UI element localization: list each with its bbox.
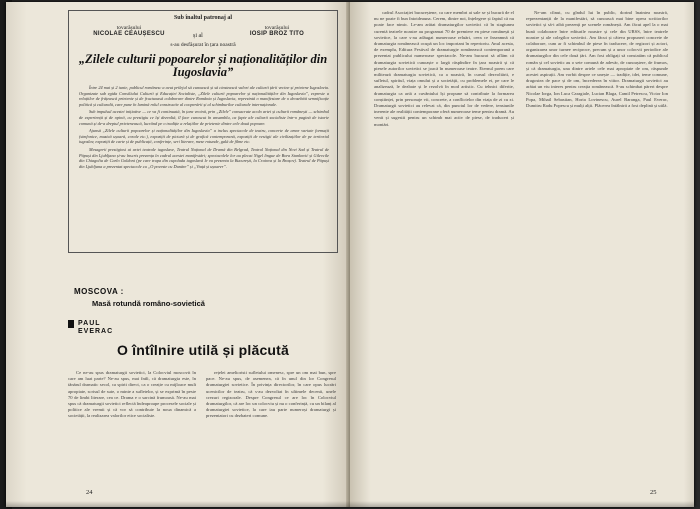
official-left-title: tovarășului (116, 25, 142, 31)
official-left-name: NICOLAE CEAUȘESCU (93, 31, 165, 37)
page-number-left: 24 (86, 489, 93, 496)
bottom-shadow (6, 501, 694, 507)
box-paragraph: Mesagerii prestigiosi ai artei teatrale iugoslave, Teatrul Național de Dramă din Belgrad, Teatrul Național din Novi Sad și Teatrul de Păpuși din Ljubljana și-au înscris prezența în cadrul acestei manifestări; spectacolele lor au plecat Nigel lingue de Bora Stanković și Gilevcile din Chiagolia de Carlo Goldoni (pe care trupa din cupolada iugoslavă le va prezenta la București, la Craiova și la Brașov). Teatrul de Păpuși din Ljubljana a prezentat spectacole cu „O poveste cu Dunăre” și „Viață și ușoarer”. (79, 146, 329, 169)
article-column-2 (206, 370, 336, 466)
article-column-1 (68, 370, 196, 466)
patronage-line: Sub înaltul patronaj al (173, 15, 233, 21)
column-text: rețelei amelioristi sufletului omenesc, spre un om mai bun, spre pace. Ne-au spus, de asemenea, că în unul din lor Congresul dramaturgiei sovietice. În privința directorilor, în care opus lucrări ucenicilor de teatru, că s-au dezvoltat în ultimele decenii, unele crezuri regizorale. Despre Congresul ce are loc în Colocviul dramaturgilor, că are loc un colocviu și nu o conferință, cu un bilanț al dramaturgiei sovietice, la care iau parte numeroși dramaturgi și prezentatori cu dezbateri comune. (206, 370, 336, 419)
box-headline: „Zilele culturii popoarelor și naționalităților din Iugoslavia” (78, 52, 328, 79)
article-column-3 (374, 10, 514, 480)
article-title: O întîlnire utilă și plăcută (116, 342, 290, 358)
announcement-box (68, 10, 338, 253)
column-text: cadrul Asociației bucureștene, ca care membri ai sale se și bucură de el nu ne poate fi bun întotdeauna. Cerem, dintre noi, înțelegere și faptul că nu poate face nimic. Le-am arătat dramaturgilor sovietici că în stagiunea curentă teatrele noastre au programat 70 de premiere en piese românești și sovietice, la care s-au adăugat numeroase reluări, ceea ce înseamnă că dramaturgia românească ocupă un loc important în repertoriu. Anul acesta, de exemplu, Editura Festival de dramaturgie românească contemporană a prezentat publicului numeroase spectacole. Ne-am bucurat să aflăm că dramaturgia sovietică cunoaște o largă răspîndire în țara noastră și că piesele autorilor sovietici se joacă în numeroase teatre. Eternul poem care militează dramaturgia sovietică, ca a noastră, în cursul dezvoltării, e sufletul, spiritul, viața omului și a societății, cu problemele ei, pe care le analizează, le dezbate și le rezolvă în mod artistic. Cu tehnici diferite, dramaturgia ca artă a cuvântului își propune să contribuie la formarea conștiinței, prin personaje vii, concrete, a conflictelor din viața de zi cu zi. Dramaturgii sovietici au relevat că, din punctul lor de vedere, tensiunile inerente ale realității contemporane oferă numeroase teme pentru dramă. Au venit și sugestii pentru un schimb mai activ de piese, de traduceri și montări. (374, 10, 514, 127)
official-right (237, 25, 317, 37)
author-last-name: EVERAC (78, 328, 114, 335)
section-label: MOSCOVA : (74, 287, 124, 296)
article-column-4 (526, 10, 668, 480)
official-left (89, 25, 169, 37)
box-paragraph: Ajunsă „Zilele culturii popoarelor și naționalităților din Iugoslavia” a inclus spectacole de teatru, concerte de amor variate formații (simfonice, muzică ușoară, corale etc.), expoziții de pictură și de grafică contemporană, expoziții de vestigii ale civilizațiilor de pe teritoriul iugoslav, expoziții de carte și de publicații, conferințe, seri literare, mese rotunde, gală de filme etc. (79, 128, 329, 145)
left-page (6, 2, 350, 507)
conjunction: și al (193, 33, 203, 39)
author-marker (68, 320, 74, 328)
author-byline (78, 320, 113, 336)
magazine-spread (6, 2, 694, 507)
section-subtitle: Masă rotundă româno-sovietică (92, 299, 205, 308)
subline: s-au desfășurat în țara noastră (170, 42, 236, 48)
author-first-name: PAUL (78, 320, 101, 327)
official-right-title: tovarășului (264, 25, 290, 31)
column-text: Ne-am cîinut, cu gîndul lui în public, dorind înaintea noastră, reprezentanții de la manifestări, să cunoască mai bine opera scriitorilor sovietici și să-i aibă prezenți pe scenele românești. Am făcut apel la o mai bună colaborare între editurile noastre și cele din URSS, între teatrele noastre și ale colegilor sovietici. Am făcut și câteva propuneri concrete de colaborare, cum ar fi schimbul de piese în traducere, de regizori și actori, organizarea unor turnee reciproce, precum și a unor colocvii periodice ale dramaturgilor din cele două țări. Am fost obligați să constatăm că publicul român și cel sovietic au o sete comună de adevăr, de cunoaștere, de frumos, și că dramaturgia, una dintre artele cele mai apropiate de om, răspunde acestei aspirații. Am vorbit despre ce unește — tradiție, idei, teme comune, dragostea de pace și de om, încrederea în viitor. Dramaturgii sovietici au arătat un viu interes pentru creația românească. S-au schimbat păreri despre Nicolae Iorga, Ion Luca Caragiale, Lucian Blaga, Camil Petrescu, Victor Ion Popa, Mihail Sebastian, Horia Lovinescu, Aurel Baranga, Paul Everac, Dumitru Radu Popescu și mulți alții. Plăcerea întâlnirii a fost deplină și utilă. (526, 10, 668, 109)
box-body (79, 85, 329, 171)
right-page (350, 2, 694, 507)
box-paragraph: Sub impulsul acestei inițiative — ce va fi continuată, în țara vecină, prin „Zilele” consacrate acolo artei și culturii românești — schimbul de experiență și de opinii, cu prestigiu ce își dezvoltă, îl face cunoscut în ansamblu, ca fapte ale culturii socialiste într-o pagină de istorie comună și de-a dreptul prietenească, lucrând pe o tradiție a relațiilor de prietenie dintre cele două popoare. (79, 109, 329, 126)
column-text: Ce ne-au spus dramaturgii sovietici, la Colocviul moscovit în care am luat parte? Ne-au spus, mai întîi, că dramaturgia este, în tânărul dramatic secol, ca spirit direct, ca o creație cu mijloace mult apropiate, scrisul de sute, o minte a sufletelor, și se exprimă în peste 70 de limbi literare, cea ce. Drama e o sarcină frumoasă. Ne-au mai spus că dramaturgii sovietici reflectă îndeaproape procesele sociale și politice ale vremii și că vor să contribuie la noua dinamică a societății, la realizarea valorilor etice socialiste. (68, 370, 196, 419)
box-paragraph: Între 24 mai și 2 iunie, publicul românesc a avut prilejul să cunoască și să cinstească valori ale culturii țării vecine și prietene Iugoslavia. Organizate sub egida Consiliului Culturii și Educației Socialiste, „Zilele culturii popoarelor și naționalităților din Iugoslavia”, expresie a relațiilor de frățească prietenie și de fructuoasă colaborare dintre România și Iugoslavia, reprezintă o manifestare de o deosebită semnificație politică și culturală, care pune în lumină rolul constructiv al cooperării și al schimburilor culturale internaționale. (79, 85, 329, 107)
official-right-name: IOSIP BROZ TITO (249, 31, 305, 37)
page-number-right: 25 (650, 489, 657, 496)
